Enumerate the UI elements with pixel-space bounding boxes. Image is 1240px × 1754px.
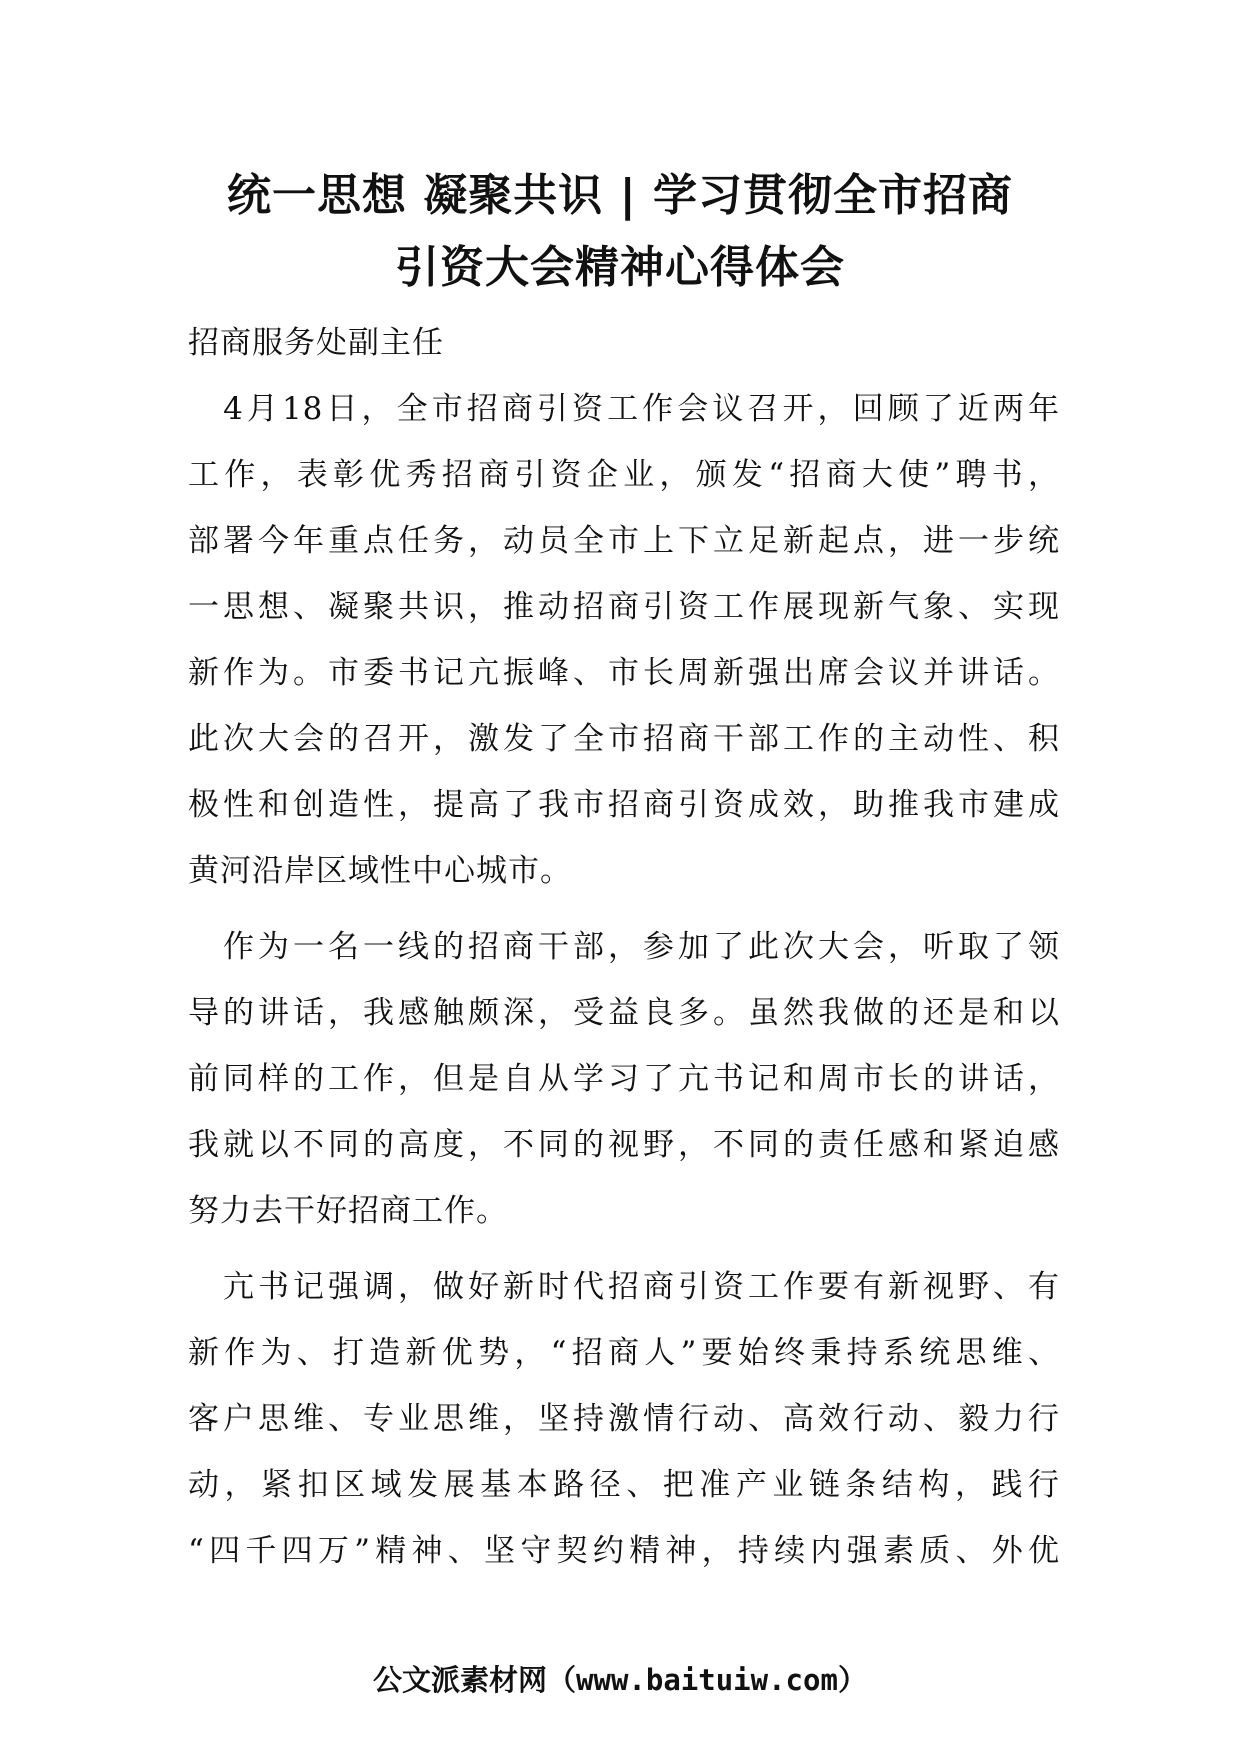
paragraph-line: 作为一名一线的招商干部，参加了此次大会，听取了领 <box>188 929 1060 965</box>
paragraph-line: 动，紧扣区域发展基本路径、把准产业链条结构，践行 <box>188 1467 1060 1503</box>
paragraph-line: 导的讲话，我感触颇深，受益良多。虽然我做的还是和以 <box>188 995 1060 1031</box>
paragraph-line: 我就以不同的高度，不同的视野，不同的责任感和紧迫感 <box>188 1127 1060 1163</box>
paragraph-line: 部署今年重点任务，动员全市上下立足新起点，进一步统 <box>188 523 1060 559</box>
paragraph-line: 此次大会的召开，激发了全市招商干部工作的主动性、积 <box>188 721 1060 757</box>
paragraph-line: 前同样的工作，但是自从学习了亢书记和周市长的讲话， <box>188 1061 1060 1097</box>
title-line-1: 统一思想 凝聚共识 | 学习贯彻全市招商 <box>226 170 1014 221</box>
paragraph-line: 努力去干好招商工作。 <box>188 1193 508 1229</box>
paragraph-line: 亢书记强调，做好新时代招商引资工作要有新视野、有 <box>188 1269 1060 1305</box>
author-line: 招商服务处副主任 <box>188 325 444 361</box>
paragraph-line: 4月18日，全市招商引资工作会议召开，回顾了近两年 <box>188 391 1060 427</box>
paragraph-line: 新作为、打造新优势，“招商人”要始终秉持系统思维、 <box>188 1335 1060 1371</box>
paragraph-line: 一思想、凝聚共识，推动招商引资工作展现新气象、实现 <box>188 589 1060 625</box>
paragraph <box>188 376 1060 904</box>
paragraph-line: 黄河沿岸区域性中心城市。 <box>188 853 572 889</box>
paragraph-line: 客户思维、专业思维，坚持激情行动、高效行动、毅力行 <box>188 1401 1060 1437</box>
footer-source: 公文派素材网（www.baituiw.com） <box>373 1663 867 1697</box>
paragraph-line: 极性和创造性，提高了我市招商引资成效，助推我市建成 <box>188 787 1060 823</box>
paragraph <box>188 1254 1060 1584</box>
paragraph <box>188 914 1060 1244</box>
paragraph-line: 工作，表彰优秀招商引资企业，颁发“招商大使”聘书， <box>188 457 1060 493</box>
paragraph-line: “四千四万”精神、坚守契约精神，持续内强素质、外优 <box>188 1533 1060 1569</box>
title-line-2: 引资大会精神心得体会 <box>395 242 845 293</box>
paragraph-line: 新作为。市委书记亢振峰、市长周新强出席会议并讲话。 <box>188 655 1060 691</box>
document-title <box>150 160 1090 304</box>
paragraph-list <box>188 376 1060 1584</box>
document-body <box>188 310 1060 1594</box>
